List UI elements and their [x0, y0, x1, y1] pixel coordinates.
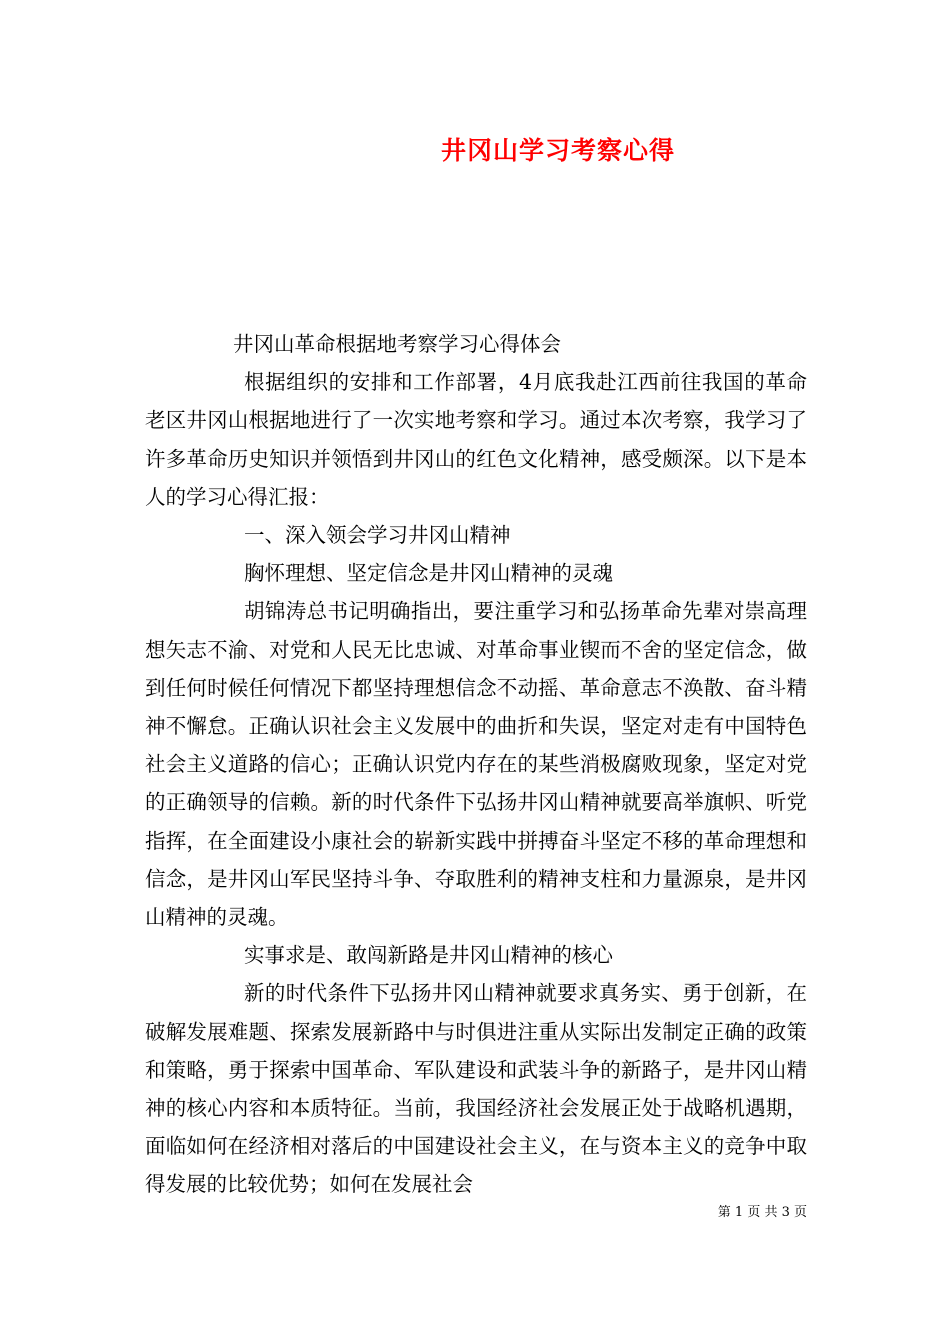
section-heading: 一、深入领会学习井冈山精神 [244, 523, 511, 548]
document-body [145, 325, 807, 1204]
subsection-heading-soul: 胸怀理想、坚定信念是井冈山精神的灵魂 [244, 561, 613, 586]
subtitle-paragraph: 井冈山革命根据地考察学习心得体会 [233, 332, 561, 356]
body-paragraph-soul: 胡锦涛总书记明确指出，要注重学习和弘扬革命先辈对崇高理想矢志不渝、对党和人民无比忠诚、对革命事业锲而不舍的坚定信念，做到任何时候任何情况下都坚持理想信念不动摇、革命意志不涣散、奋斗精神不懈怠。正确认识社会主义发展中的曲折和失误，坚定对走有中国特色社会主义道路的信心；正确认识党内存在的某些消极腐败现象，坚定对党的正确领导的信赖。新的时代条件下弘扬井冈山精神就要高举旗帜、听党指挥，在全面建设小康社会的崭新实践中拼搏奋斗坚定不移的革命理想和信念，是井冈山军民坚持斗争、夺取胜利的精神支柱和力量源泉，是井冈山精神的灵魂。 [145, 599, 807, 930]
document-title: 井冈山学习考察心得 [440, 136, 675, 165]
page-number: 第 1 页 共 3 页 [717, 1205, 807, 1220]
intro-paragraph: 根据组织的安排和工作部署，4月底我赴江西前往我国的革命老区井冈山根据地进行了一次实地考察和学习。通过本次考察，我学习了许多革命历史知识并领悟到井冈山的红色文化精神，感受颇深。以下是本人的学习心得汇报： [145, 370, 807, 509]
body-paragraph-core: 新的时代条件下弘扬井冈山精神就要求真务实、勇于创新，在破解发展难题、探索发展新路中与时俱进注重从实际出发制定正确的政策和策略，勇于探索中国革命、军队建设和武装斗争的新路子，是井冈山精神的核心内容和本质特征。当前，我国经济社会发展正处于战略机遇期，面临如何在经济相对落后的中国建设社会主义，在与资本主义的竞争中取得发展的比较优势；如何在发展社会 [145, 981, 807, 1197]
subsection-heading-core: 实事求是、敢闯新路是井冈山精神的核心 [244, 943, 613, 968]
